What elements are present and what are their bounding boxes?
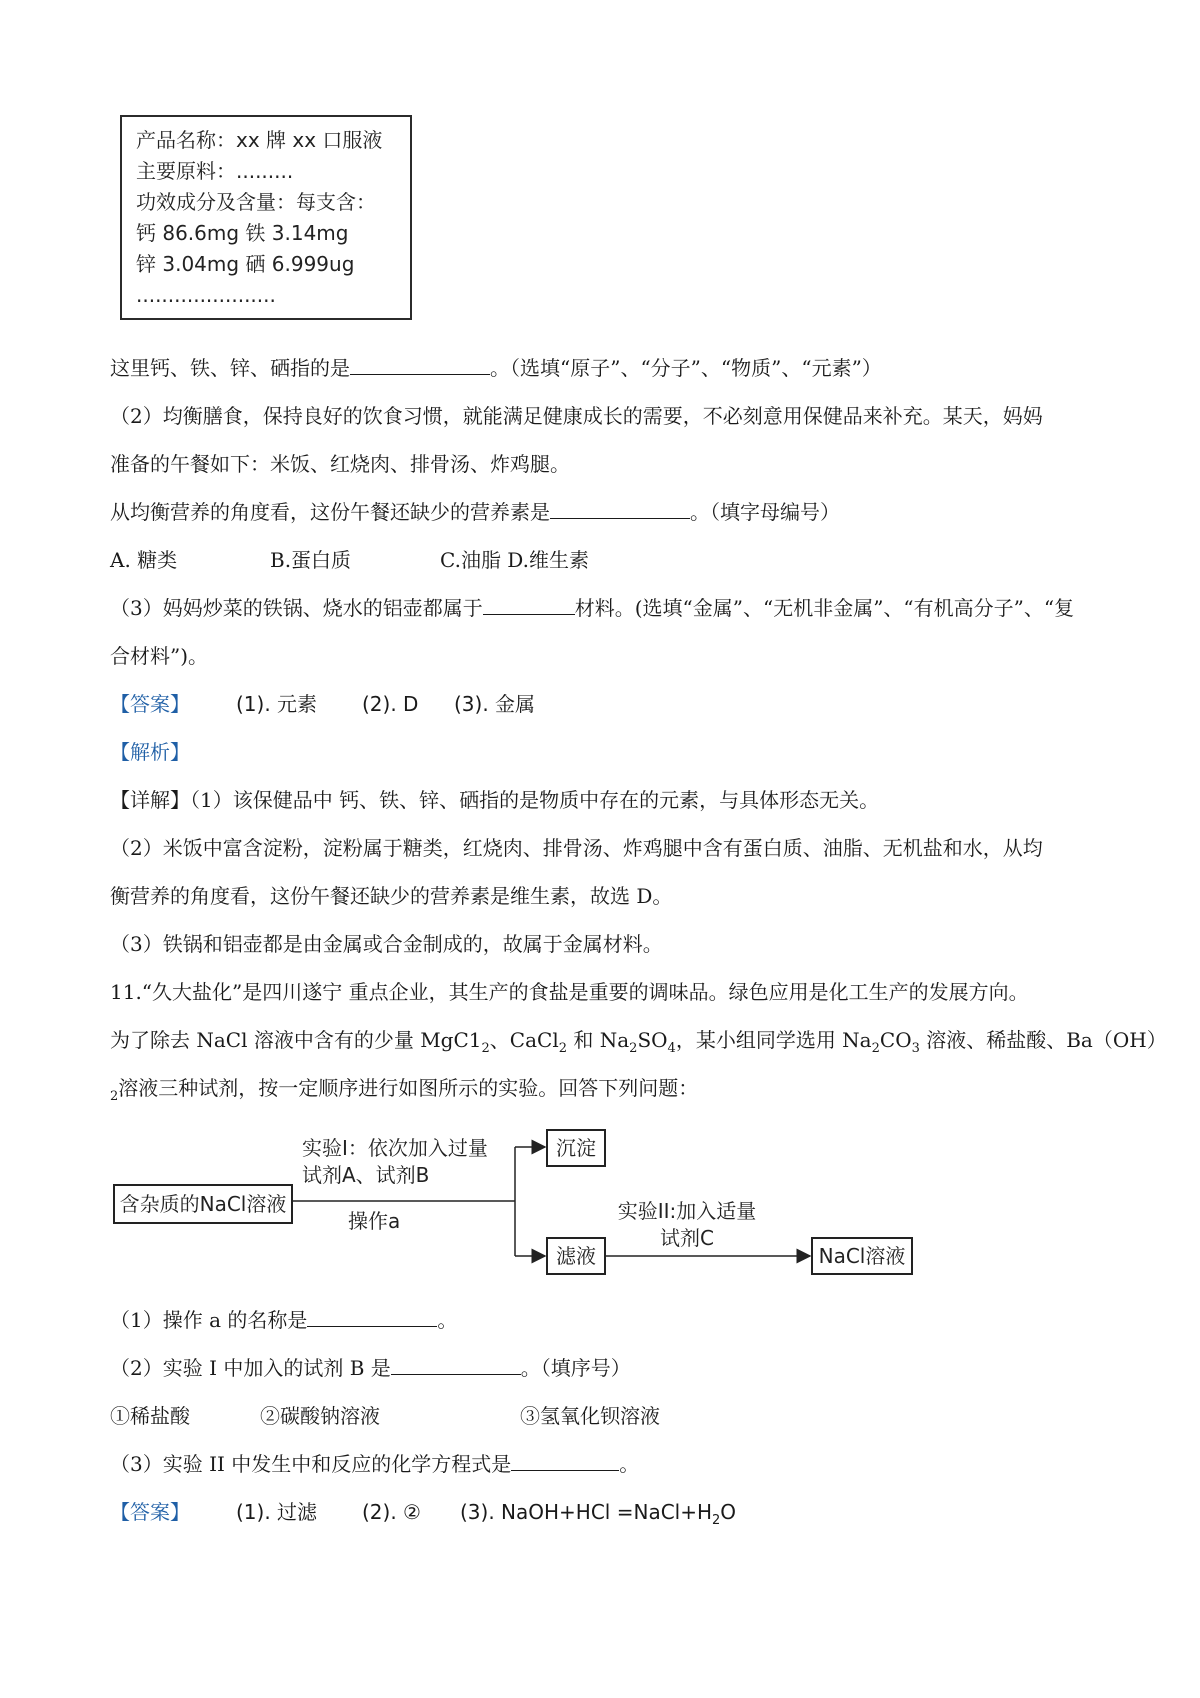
option-3: ③氢氧化钡溶液 (520, 1404, 660, 1428)
detail-tag: 【详解】 (110, 788, 190, 812)
experiment-flow-diagram (110, 1125, 940, 1275)
answer-blank[interactable] (391, 1356, 521, 1375)
q10-detail-3: （3）铁锅和铝壶都是由金属或合金制成的，故属于金属材料。 (110, 932, 663, 956)
option-cd: C.油脂 D.维生素 (440, 548, 589, 572)
answer-blank[interactable] (550, 500, 690, 519)
q11-question-2: （2）实验 I 中加入的试剂 B 是 。（填序号） (110, 1356, 631, 1380)
exp1-label-line2: 试剂A、试剂B (302, 1163, 430, 1187)
option-2: ②碳酸钠溶液 (260, 1404, 380, 1428)
q10-detail-2-line2: 衡营养的角度看，这份午餐还缺少的营养素是维生素，故选 D。 (110, 884, 673, 908)
q10-part1: 这里钙、铁、锌、硒指的是 。（选填“原子”、“分子”、“物质”、“元素”） (110, 356, 882, 380)
label-ellipsis: ...................... (136, 283, 276, 307)
label-product-name: 产品名称：xx 牌 xx 口服液 (136, 128, 383, 152)
exp1-label-line1: 实验I：依次加入过量 (302, 1136, 488, 1160)
operation-a-label: 操作a (348, 1209, 401, 1233)
q10-part3: （3）妈妈炒菜的铁锅、烧水的铝壶都属于 材料。(选填“金属”、“无机非金属”、“有机高分子”、“复 (110, 596, 1075, 620)
q11-intro-line3: $_2$溶液三种试剂，按一定顺序进行如图所示的实验。回答下列问题： (110, 1076, 699, 1104)
q11-intro-line2: 为了除去 NaCl 溶液中含有的少量 $MgC1_2$、CaCl$_2$ 和 $Na_2SO_4$，某小组同学选用 $Na_2CO_3$ 溶液、稀盐酸、Ba（OH） (110, 1028, 1167, 1056)
exp2-label-line2: 试剂C (660, 1226, 714, 1250)
option-b: B.蛋白质 (270, 548, 352, 572)
q10-detail-2-line1: （2）米饭中富含淀粉，淀粉属于糖类，红烧肉、排骨汤、炸鸡腿中含有蛋白质、油脂、无机盐和水，从均 (110, 836, 1043, 860)
q10-analysis (110, 737, 190, 767)
answer-tag: 【答案】 (110, 692, 190, 716)
nacl-label: NaCl溶液 (818, 1244, 906, 1268)
answer-tag: 【答案】 (110, 1500, 190, 1524)
q10-answer: 【答案】 (1). 元素 (2). D (3). 金属 (110, 689, 535, 719)
q11-options (110, 1401, 660, 1431)
q11-answer: 【答案】 (1). 过滤 (2). ② (3). NaOH+HCl $=NaCl+H_2O$ (110, 1497, 736, 1536)
q10-options (110, 545, 589, 575)
exp2-label-line1: 实验II:加入适量 (617, 1199, 757, 1223)
option-a: A. 糖类 (110, 548, 178, 572)
answer-blank[interactable] (511, 1452, 619, 1471)
q10-detail-1: 【详解】（1）该保健品中 钙、铁、锌、硒指的是物质中存在的元素，与具体形态无关。 (110, 788, 880, 812)
q10-part2-line1: （2）均衡膳食，保持良好的饮食习惯，就能满足健康成长的需要，不必刻意用保健品来补充。某天，妈妈 (110, 404, 1043, 428)
label-effective-components: 功效成分及含量：每支含： (136, 190, 376, 214)
answer-blank[interactable] (350, 356, 490, 375)
label-zinc-selenium: 锌 3.04mg 硒 6.999ug (136, 252, 355, 276)
precipitate-label: 沉淀 (556, 1136, 596, 1160)
product-label-box (120, 115, 412, 320)
q11-question-3: （3）实验 II 中发生中和反应的化学方程式是 。 (110, 1452, 640, 1476)
start-box-label: 含杂质的NaCl溶液 (119, 1192, 287, 1216)
answer-blank[interactable] (307, 1308, 437, 1327)
q11-intro-line1: 11.“久大盐化”是四川遂宁 重点企业，其生产的食盐是重要的调味品。绿色应用是化工生产的发展方向。 (110, 980, 1029, 1004)
q10-part2-line2: 准备的午餐如下：米饭、红烧肉、排骨汤、炸鸡腿。 (110, 452, 570, 476)
filtrate-label: 滤液 (556, 1244, 596, 1268)
q11-question-1: （1）操作 a 的名称是 。 (110, 1308, 458, 1332)
answer-blank[interactable] (483, 596, 575, 615)
label-main-ingredients: 主要原料：......... (136, 159, 294, 183)
q10-part2-question: 从均衡营养的角度看，这份午餐还缺少的营养素是 。（填字母编号） (110, 500, 840, 524)
label-calcium-iron: 钙 86.6mg 铁 3.14mg (136, 221, 349, 245)
analysis-tag: 【解析】 (110, 740, 190, 764)
option-1: ①稀盐酸 (110, 1404, 190, 1428)
q10-part3-line2: 合材料”)。 (110, 644, 209, 668)
